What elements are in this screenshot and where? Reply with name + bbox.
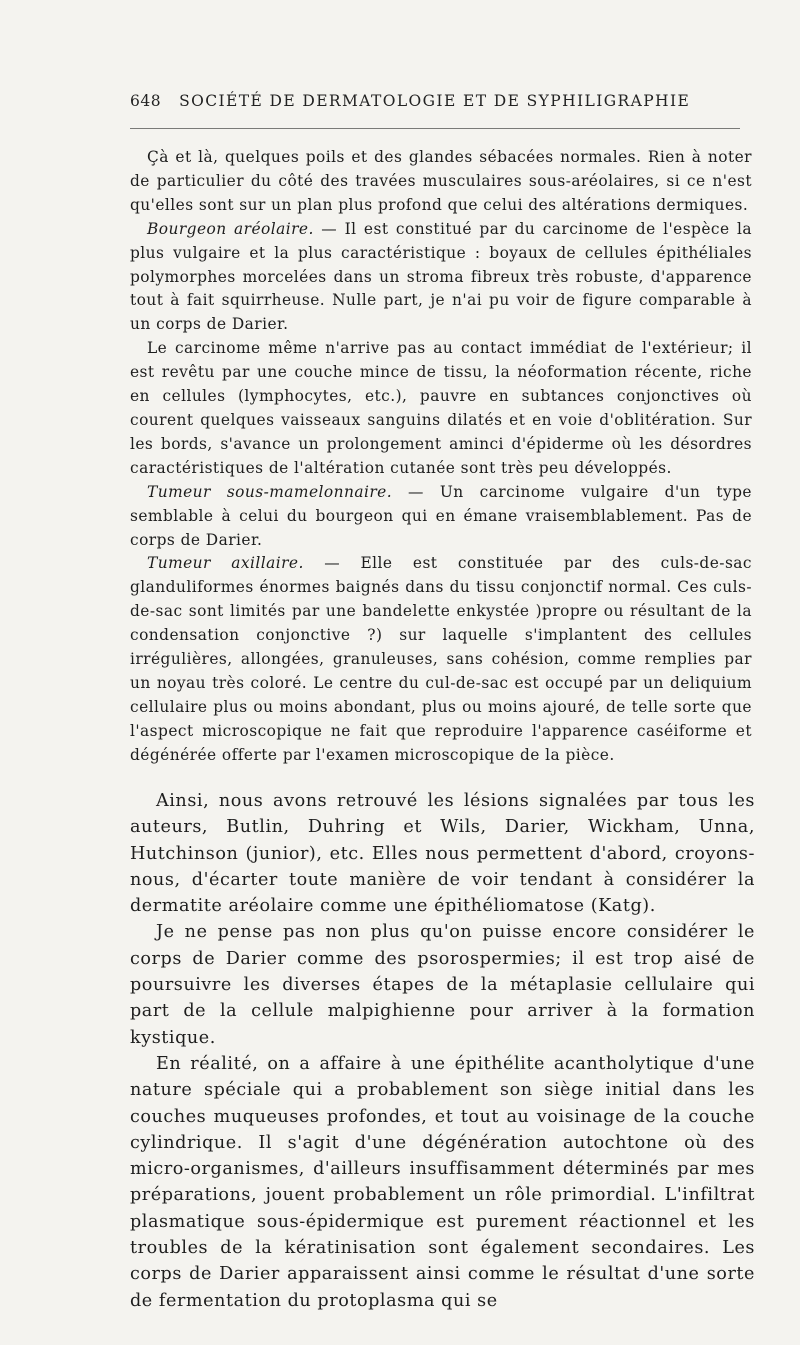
page-number: 648 (130, 92, 162, 110)
section-lead: Tumeur sous-mamelonnaire. (147, 482, 393, 501)
paragraph (130, 552, 752, 767)
main-text-section (130, 788, 755, 1314)
paragraph-text: — Elle est constituée par des culs-de-sac glanduliformes énormes baignés dans du tissu conjonctif normal. Ces culs-de-sac sont limités par une bandelette enkystée )propre ou résultant de la condensation conjonctive ?) sur laquelle s'implantent des cellules irrégulières, allongées, granuleuses, sans cohésion, comme remplies par un noyau très coloré. Le centre du cul-de-sac est occupé par un deliquium cellulaire plus ou moins abondant, plus ou moins ajouré, de telle sorte que l'aspect microscopique ne fait que reproduire l'apparence caséiforme et dégénérée offerte par l'examen microscopique de la pièce. (130, 554, 752, 764)
running-head (130, 92, 740, 110)
paragraph: Ainsi, nous avons retrouvé les lésions signalées par tous les auteurs, Butlin, Duhring et Wils, Darier, Wickham, Unna, Hutchinson (junior), etc. Elles nous permettent d'abord, croyons-nous, d'écarter toute manière de voir tendant à considérer la dermatite aréolaire comme une épithéliomatose (Katg). (130, 791, 755, 917)
paragraph-text: — Il est constitué par du carcinome de l'espèce la plus vulgaire et la plus caractéristique : boyaux de cellules épithéliales polymorphes morcelées dans un stroma fibreux très robuste, d'apparence tout à fait squirrheuse. Nulle part, je n'ai pu voir de figure comparable à un corps de Darier. (130, 219, 752, 334)
paragraph (130, 481, 752, 553)
paragraph (130, 218, 752, 338)
paragraph: Le carcinome même n'arrive pas au contact immédiat de l'extérieur; il est revêtu par une couche mince de tissu, la néoformation récente, riche en cellules (lymphocytes, etc.), pauvre en subtances conjonctives où courent quelques vaisseaux sanguins dilatés et en voie d'oblitération. Sur les bords, s'avance un prolongement aminci d'épiderme où les désordres caractéristiques de l'altération cutanée sont très peu développés. (130, 339, 752, 477)
section-lead: Bourgeon aréolaire. (147, 219, 314, 238)
paragraph-text: — Un carcinome vulgaire d'un type semblable à celui du bourgeon qui en émane vraisemblablement. Pas de corps de Darier. (130, 482, 752, 549)
header-rule (130, 128, 740, 129)
paragraph: En réalité, on a affaire à une épithélite acantholytique d'une nature spéciale qui a probablement son siège initial dans les couches muqueuses profondes, et tout au voisinage de la couche cylindrique. Il s'agit d'une dégénération autochtone où des micro-organismes, d'ailleurs insuffisamment déterminés par mes préparations, jouent probablement un rôle primordial. L'infiltrat plasmatique sous-épidermique est purement réactionnel et les troubles de la kératinisation sont également secondaires. Les corps de Darier apparaissent ainsi comme le résultat d'une sorte de fermentation du protoplasma qui se (130, 1053, 755, 1311)
section-lead: Tumeur axillaire. (147, 554, 304, 573)
small-print-section (130, 146, 752, 768)
paragraph: Çà et là, quelques poils et des glandes sébacées normales. Rien à noter de particulier du côté des travées musculaires sous-aréolaires, si ce n'est qu'elles sont sur un plan plus profond que celui des altérations dermiques. (130, 148, 752, 214)
running-title: SOCIÉTÉ DE DERMATOLOGIE ET DE SYPHILIGRAPHIE (179, 92, 691, 110)
paragraph: Je ne pense pas non plus qu'on puisse encore considérer le corps de Darier comme des psorospermies; il est trop aisé de poursuivre les diverses étapes de la métaplasie cellulaire qui part de la cellule malpighienne pour arriver à la formation kystique. (130, 922, 755, 1048)
